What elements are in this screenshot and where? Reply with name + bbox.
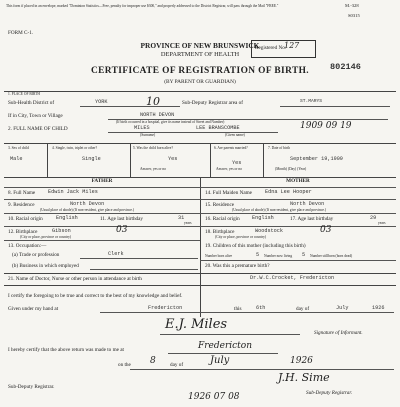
children-heading: 19. Children of this mother (including this birth) [205,243,306,249]
father-age-label: 11. Age last birthday [100,216,144,222]
mother-birthplace-caption: (City or place, province or country) [215,235,267,239]
father-racial-label: 10. Racial origin [8,216,43,222]
parents-married-value: Yes [232,160,242,166]
given-place-value: Fredericton [148,305,183,311]
informant-signature: E.J. Miles [165,317,228,332]
day-of-label-2: day of [170,362,184,368]
birth-date-caption: (Month) (Day) (Year) [275,167,307,171]
informant-signature-label: Signature of Informant. [314,330,363,336]
children-living-value: 5 [302,252,306,258]
father-age-value: 31 [178,215,185,221]
filing-date-handwritten: 1926 07 08 [188,392,240,402]
trade-profession-label: (a) Trade or profession [12,252,60,258]
mother-residence-label: 15. Residence [205,202,235,208]
doctor-value: Dr.W.C.Crocket, Fredericton [250,275,335,281]
doctor-label: 21. Name of Doctor, Nurse or other person in attendance at birth [8,276,142,282]
single-twin-label: 4. Single, twin, triplet or other? [52,146,98,150]
city-town-label: If in City, Town or Village [8,113,63,119]
certificate-subtitle: (BY PARENT OR GUARDIAN) [164,79,236,85]
mother-racial-value: English [252,215,274,221]
return-made-label: I hereby certify that the above return was made to me at [8,347,124,353]
department-heading: DEPARTMENT OF HEALTH [160,51,240,58]
mother-name-label: 14. Full Maiden Name [205,190,252,196]
given-under-hand-label: Given under my hand at [8,306,59,312]
registrar-signature: J.H. Sime [278,371,330,384]
postage-notice: This form if placed in an envelope, marked "Dominion Statistics—Free, penalty for improper use $300," and properly addressed to the District Registrar, will pass through the Mail "FREE." [6,4,279,8]
surname-caption: (Surname) [140,133,156,137]
sub-deputy-area-label: Sub-Deputy Registrar area of [182,100,243,106]
district-number: 10 [146,95,160,108]
father-name-label: 8. Full Name [8,190,36,196]
sub-deputy-area-value: ST.MARYS [300,99,323,104]
place-of-birth-heading: 1. PLACE OF BIRTH [8,92,40,96]
certificate-title: CERTIFICATE OF REGISTRATION OF BIRTH. [90,66,310,76]
top-right-handwritten: M.-328 [345,3,359,8]
mother-age-label: 17. Age last birthday [290,216,334,222]
single-twin-value: Single [82,156,101,162]
child-given-names: LEE BRANSCOMBE [196,125,240,131]
return-year-handwritten: 1926 [290,356,313,366]
birth-date-label: 7. Date of birth [268,146,290,150]
mother-residence-value: North Devon [290,201,325,207]
registered-no-label: Registered No. [255,45,287,51]
sub-health-label: Sub-Health District of [8,100,55,106]
born-alive-label: 5. Was the child born alive? [133,146,173,150]
mother-birthplace-label: 18. Birthplace [205,229,235,235]
given-day-value: 6th [256,305,266,311]
mother-age-unit: years [378,221,386,225]
father-residence-value: North Devon [70,201,105,207]
occupation-label: 13. Occupation:— [8,243,47,249]
on-label: on the [118,362,131,368]
father-heading: FATHER [91,178,113,184]
mother-birthplace-value: Woodstock [255,228,284,234]
children-stillborn-label: Number stillborn (born dead) [310,254,353,258]
mother-age-value: 29 [370,215,377,221]
children-born-alive-label: Number born alive [205,254,233,258]
return-place-handwritten: Fredericton [198,341,253,351]
city-town-note: (If birth occurred in a hospital, give its name instead of Street and Number) [116,120,225,124]
premature-label: 20. Was this a premature birth? [205,263,270,269]
mother-racial-label: 16. Racial origin [205,216,240,222]
birth-date-value: September 19,1909 [290,156,343,162]
trade-profession-value: Clerk [108,251,124,257]
return-day-handwritten: 8 [150,356,156,366]
mother-residence-caption: (Usual place of abode) (If non-resident, give place and province.) [232,208,327,212]
date-of-birth-handwritten: 1909 09 19 [300,121,352,131]
children-born-alive-value: 5 [256,252,260,258]
child-name-label: 2. FULL NAME OF CHILD [8,126,68,132]
children-living-label: Number now living [264,254,293,258]
married-answer-hint: Answer, yes or no [216,167,243,171]
sub-deputy-registrar-label: Sub-Deputy Registrar. [8,384,55,390]
father-birthplace-caption: (City or place, province or country) [20,235,72,239]
mother-heading: MOTHER [286,178,310,184]
day-of-label: day of [296,306,310,312]
return-month-handwritten: July [210,355,230,366]
parents-married-label: 6. Are parents married? [214,146,248,150]
certify-statement: I certify the foregoing to be true and correct to the best of my knowledge and belief. [8,293,183,299]
registered-no-value: 127 [284,41,300,50]
sex-value: Male [10,156,23,162]
father-racial-value: English [56,215,78,221]
father-birthplace-code: 03 [116,225,128,235]
business-employed-label: (b) Business in which employed [12,263,79,269]
given-month-value: July [336,305,349,311]
certificate-serial: 802146 [330,62,361,72]
given-year-value: 1926 [372,305,385,311]
form-number: FORM C-1. [8,30,34,36]
father-residence-label: 9. Residence [8,202,35,208]
sub-deputy-registrar-caption: Sub-Deputy Registrar. [306,390,353,396]
father-residence-caption: (Usual place of abode) (If non-resident, give place and province.) [40,208,135,212]
top-right-stamp: S0315 [348,13,360,18]
sub-health-value: YORK [95,99,108,105]
father-birthplace-value: Gibson [52,228,71,234]
this-label: this [234,306,242,312]
sex-label: 3. Sex of child [8,146,29,150]
province-heading: PROVINCE OF NEW BRUNSWICK [140,41,260,50]
born-alive-value: Yes [168,156,178,162]
father-birthplace-label: 12. Birthplace [8,229,38,235]
mother-birthplace-code: 03 [320,225,332,235]
city-town-value: NORTH DEVON [140,112,175,118]
given-name-caption: (Given name) [225,133,245,137]
father-name-value: Edwin Jack Miles [48,189,98,195]
alive-answer-hint: Answer, yes or no [140,167,167,171]
mother-name-value: Edna Lee Hooper [265,189,312,195]
father-age-unit: years [184,221,192,225]
child-surname: MILES [134,125,150,131]
